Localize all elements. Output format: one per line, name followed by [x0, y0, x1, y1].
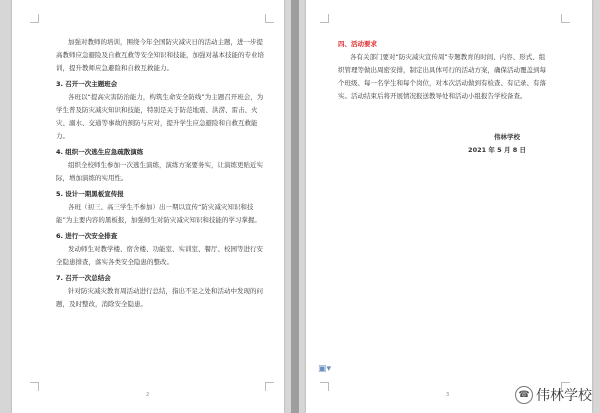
crop-mark — [265, 382, 274, 391]
crop-mark — [30, 382, 39, 391]
signature-school: 伟林学校 — [494, 133, 520, 141]
page-divider — [291, 0, 299, 413]
crop-mark — [320, 382, 329, 391]
body-paragraph: 各有关部门要对“防灾减灾宣传周”专题教育的时间、内容、形式、组织管理等做出周密安排，制定出具体可行的活动方案，确保活动覆盖到每个班级、每一名学生和每个岗位，对本次活动做到有检查、有记录、有落实。活动结束后将开展情况报送教导处和活动小组报告学校备查。 — [338, 53, 546, 100]
body-paragraph: 组织全校师生参加一次逃生演练，演练方案要务实，让演练更贴近实际，增加演练的实用性。 — [56, 161, 263, 182]
section-heading: 3. 召开一次主题班会 — [56, 80, 118, 88]
paste-options-icon[interactable]: ▣▾ — [318, 364, 332, 374]
page-number: 2 — [146, 392, 150, 398]
left-page-content — [56, 36, 266, 311]
watermark — [515, 385, 592, 405]
body-paragraph: 各班以“提高灾害防治能力，构筑生命安全防线”为主题召开班会，为学生普及防灾减灾知识和技能，特别是关于防范地震、洪涝、雷击、火灾、溺水、交通等事故的预防与应对，提升学生应急避险和自救互救能力。 — [56, 93, 264, 140]
body-paragraph: 发动师生对教学楼、宿舍楼、功能室、实训室、餐厅、校园等进行安全隐患排查，落实各类安全隐患的整改。 — [56, 245, 263, 266]
signature-date: 2021 年 5 月 8 日 — [468, 146, 526, 154]
section-heading: 四、活动要求 — [338, 40, 377, 48]
section-heading: 6. 进行一次安全排查 — [56, 232, 118, 240]
crop-mark — [320, 14, 329, 23]
document-page-left — [12, 0, 284, 413]
document-page-right — [306, 0, 592, 413]
crop-mark — [265, 14, 274, 23]
section-heading: 4. 组织一次逃生应急疏散演练 — [56, 148, 144, 156]
body-paragraph: 加强对教师的培训，围绕今年全国防灾减灾日的活动主题，进一步提高教师应急避险及自救互救等安全知识和技能，加强对基本技能的专业培训，提升教师应急避险和自救互救能力。 — [56, 38, 264, 72]
wechat-official-account-icon: ☎ — [515, 386, 533, 404]
section-heading: 5. 设计一期黑板宣传报 — [56, 190, 124, 198]
section-heading: 7. 召开一次总结会 — [56, 274, 111, 282]
page-number: 3 — [446, 392, 450, 398]
crop-mark — [30, 14, 39, 23]
body-paragraph: 针对防灾减灾教育周活动进行总结，指出不足之处和活动中发现的问题，及时整改，消除安全隐患。 — [56, 287, 263, 308]
right-page-content — [338, 38, 548, 157]
crop-mark — [561, 14, 570, 23]
body-paragraph: 各班（初三、高三学生不参加）出一期以宣传“防灾减灾知识和技能”为主要内容的黑板报，加强师生对防灾减灾知识和技能的学习掌握。 — [56, 203, 261, 224]
watermark-text: 伟林学校 — [536, 388, 592, 404]
